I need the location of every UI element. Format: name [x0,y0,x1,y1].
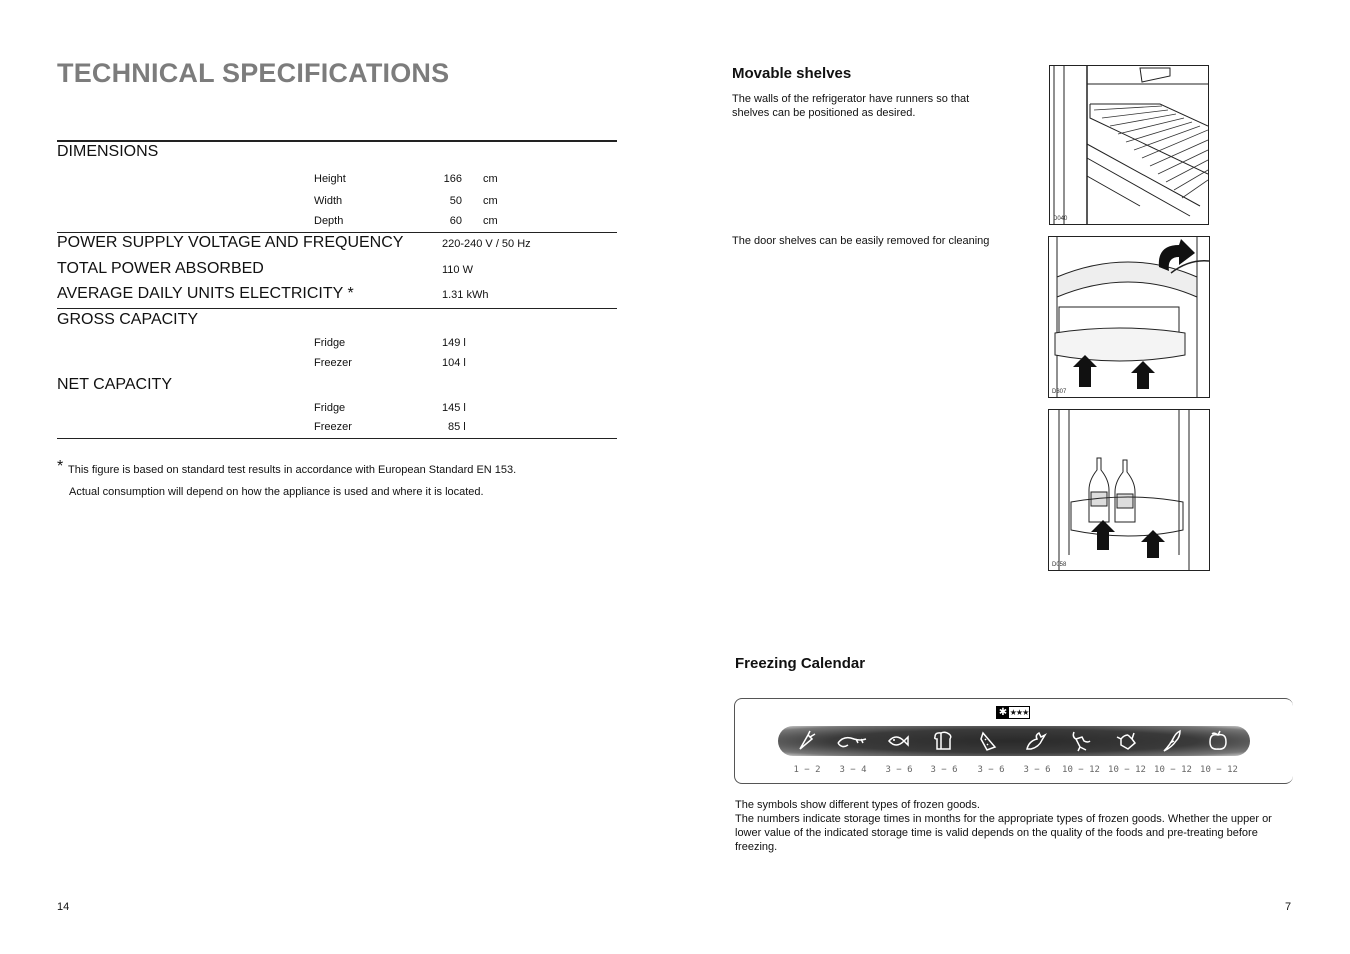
gross-fridge-value: 149 l [442,337,466,349]
figure-code: D058 [1052,562,1067,568]
shelves-drawing [1050,66,1208,224]
width-unit: cm [483,195,498,207]
height-label: Height [314,173,346,185]
bread-icon [931,729,955,753]
storage-time-label: 3 − 6 [885,765,913,775]
bottom-rule [57,438,617,439]
figure-code: D307 [1052,389,1067,395]
sausage-icon [836,729,870,753]
storage-time-label: 10 − 12 [1062,765,1100,775]
depth-unit: cm [483,215,498,227]
page-number-left: 14 [57,901,70,913]
width-label: Width [314,195,343,207]
storage-time-label: 3 − 6 [1023,765,1051,775]
storage-time-label: 10 − 12 [1154,765,1192,775]
storage-time-label: 3 − 4 [839,765,867,775]
cow-icon [1114,729,1138,753]
footnote-line-2: Actual consumption will depend on how the appliance is used and where it is located. [69,486,484,498]
net-fridge-value: 145 l [442,402,466,414]
vegetable-icon [1160,729,1184,753]
freezer-star-rating [996,706,1030,719]
net-capacity-heading: NET CAPACITY [57,376,172,393]
net-freezer-value: 85 l [448,421,466,433]
width-value: 50 [449,195,462,207]
gross-capacity-heading: GROSS CAPACITY [57,311,199,328]
chicken-icon [1023,729,1047,753]
fruit-icon [1206,729,1230,753]
total-power-label: TOTAL POWER ABSORBED [57,260,264,277]
calendar-note-line-1: The symbols show different types of frozen goods. [735,799,980,811]
storage-time-label: 3 − 6 [930,765,958,775]
figure-code: D040 [1053,216,1068,222]
dimensions-heading: DIMENSIONS [57,143,159,160]
calendar-note-line-2: The numbers indicate storage times in months for the appropriate types of frozen goods. Whether the upper or lower value of the indicated storage time is valid depends on the quality of the foods and pre-treating before freezing. [735,813,1272,853]
fish-icon [886,729,910,753]
bottle-shelf-drawing [1049,410,1209,570]
height-value: 166 [443,173,462,185]
door-shelves-text: The door shelves can be easily removed for cleaning [732,235,990,247]
poultry-icon [1068,729,1092,753]
bottle-shelf-illustration [1048,409,1210,571]
storage-time-label: 3 − 6 [977,765,1005,775]
gross-freezer-label: Freezer [314,357,352,369]
net-freezer-label: Freezer [314,421,352,433]
top-rule [57,140,617,142]
storage-time-label: 1 − 2 [793,765,821,775]
movable-shelves-text: The walls of the refrigerator have runners so that shelves can be positioned as desired. [732,93,970,119]
door-shelf-drawing [1049,237,1209,397]
height-unit: cm [483,173,498,185]
daily-units-value: 1.31 kWh [442,289,489,301]
storage-time-label: 10 − 12 [1200,765,1238,775]
depth-label: Depth [314,215,344,227]
storage-time-label: 10 − 12 [1108,765,1146,775]
star-rating-stars: ★★★ [1009,708,1029,717]
carrot-icon [794,729,818,753]
power-supply-label: POWER SUPPLY VOLTAGE AND FREQUENCY [57,234,404,251]
door-shelf-removal-illustration [1048,236,1210,398]
gross-freezer-value: 104 l [442,357,466,369]
page-number-right: 7 [1285,901,1292,913]
freezing-calendar-heading: Freezing Calendar [735,655,866,672]
gross-fridge-label: Fridge [314,337,346,349]
divider [57,308,617,309]
calendar-note [735,798,1285,854]
shelves-illustration [1049,65,1209,225]
depth-value: 60 [449,215,462,227]
divider [57,232,617,233]
cheese-icon [977,729,1001,753]
footnote-mark: * [57,458,64,475]
freezer-symbol: ✱ [998,707,1008,718]
food-symbols-strip [778,726,1250,756]
power-supply-value: 220-240 V / 50 Hz [442,238,531,250]
daily-units-label: AVERAGE DAILY UNITS ELECTRICITY * [57,285,354,302]
total-power-value: 110 W [442,264,473,276]
movable-shelves-heading: Movable shelves [732,65,852,82]
footnote-line-1: This figure is based on standard test results in accordance with European Standard EN 153. [68,464,517,476]
page-title: TECHNICAL SPECIFICATIONS [57,58,450,88]
net-fridge-label: Fridge [314,402,346,414]
